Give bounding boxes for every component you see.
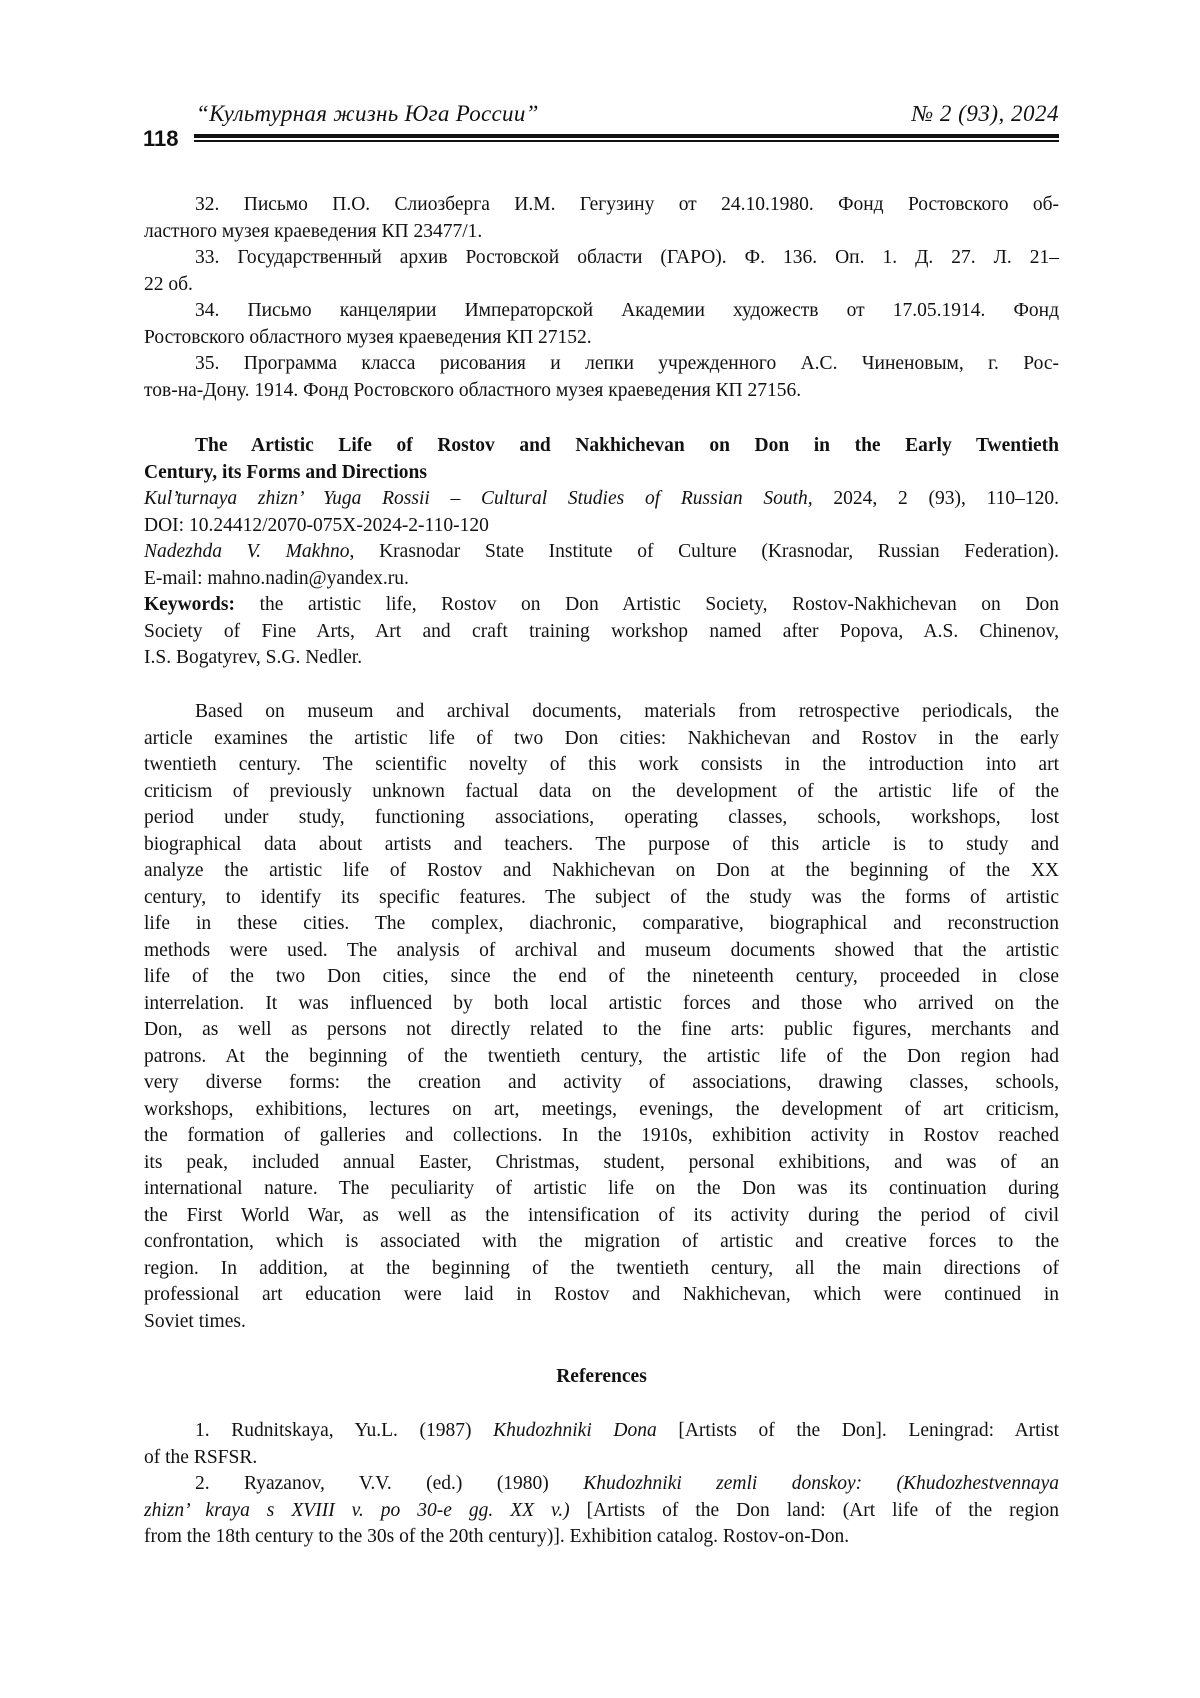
- text-span: Society of Fine Arts, Art and craft training workshop named after Popova, A.S. Chinenov,: [144, 621, 1059, 642]
- abstract-line: very diverse forms: the creation and activity of associations, drawing classes, schools,: [144, 1070, 1059, 1097]
- abstract-line: Based on museum and archival documents, materials from retrospective periodicals, the: [144, 699, 1059, 726]
- text-line: [144, 566, 1059, 593]
- text-span: E-mail: mahno.nadin@yandex.ru.: [144, 568, 409, 589]
- abstract-line: biographical data about artists and teachers. The purpose of this article is to study and: [144, 832, 1059, 859]
- abstract-line: patrons. At the beginning of the twentieth century, the artistic life of the Don region had: [144, 1044, 1059, 1071]
- english-metadata: [144, 433, 1059, 672]
- abstract-line: Soviet times.: [144, 1309, 1059, 1336]
- italic-text: Khudozhniki Dona: [493, 1420, 657, 1441]
- text-line: [144, 619, 1059, 646]
- text-span: the artistic life, Rostov on Don Artistic Society, Rostov-Nakhichevan on Don: [235, 594, 1059, 615]
- source-entry: [144, 192, 1059, 245]
- abstract-line: Don, as well as persons not directly related to the fine arts: public figures, merchants and: [144, 1017, 1059, 1044]
- abstract-line: criticism of previously unknown factual data on the development of the artistic life of the: [144, 779, 1059, 806]
- text-span: [Artists of the Don]. Leningrad: Artist: [657, 1420, 1059, 1441]
- text-span: 34. Письмо канцелярии Императорской Академии художеств от 17.05.1914. Фонд: [195, 300, 1059, 321]
- text-span: тов-на-Дону. 1914. Фонд Ростовского областного музея краеведения КП 27156.: [144, 380, 801, 401]
- text-span: 1. Rudnitskaya, Yu.L. (1987): [195, 1420, 493, 1441]
- text-span: I.S. Bogatyrev, S.G. Nedler.: [144, 647, 362, 668]
- source-entry: [144, 351, 1059, 404]
- abstract-line: the formation of galleries and collections. In the 1910s, exhibition activity in Rostov reached: [144, 1123, 1059, 1150]
- text-line: [144, 513, 1059, 540]
- text-span: [Artists of the Don land: (Art life of the region: [570, 1500, 1059, 1521]
- text-line: [144, 460, 1059, 487]
- abstract-line: life in these cities. The complex, diachronic, comparative, biographical and reconstruction: [144, 911, 1059, 938]
- article-title: [144, 433, 1059, 486]
- text-line: [144, 1445, 1059, 1472]
- author-info: [144, 539, 1059, 592]
- abstract-line: interrelation. It was influenced by both local artistic forces and those who arrived on the: [144, 991, 1059, 1018]
- abstract-line: period under study, functioning associations, operating classes, schools, workshops, lost: [144, 805, 1059, 832]
- text-span: 32. Письмо П.О. Слиозберга И.М. Гегузину от 24.10.1980. Фонд Ростовского об-: [195, 194, 1059, 215]
- abstract-line: professional art education were laid in Rostov and Nakhichevan, which were continued in: [144, 1282, 1059, 1309]
- abstract-line: international nature. The peculiarity of artistic life on the Don was its continuation during: [144, 1176, 1059, 1203]
- text-line: [144, 192, 1059, 219]
- citation: [144, 486, 1059, 539]
- text-line: [144, 245, 1059, 272]
- reference-entry: [144, 1418, 1059, 1471]
- abstract-line: article examines the artistic life of two Don cities: Nakhichevan and Rostov in the early: [144, 726, 1059, 753]
- bold-text: The Artistic Life of Rostov and Nakhichevan on Don in the Early Twentieth: [195, 435, 1059, 456]
- text-line: [144, 539, 1059, 566]
- text-span: 22 об.: [144, 274, 193, 295]
- journal-title: “Культурная жизнь Юга России”: [196, 101, 539, 127]
- text-line: [144, 486, 1059, 513]
- issue-number: № 2 (93), 2024: [911, 101, 1059, 127]
- text-line: [144, 645, 1059, 672]
- source-entry: [144, 245, 1059, 298]
- text-span: 33. Государственный архив Ростовской области (ГАРО). Ф. 136. Оп. 1. Д. 27. Л. 21–: [195, 247, 1059, 268]
- text-span: , Krasnodar State Institute of Culture (Krasnodar, Russian Federation).: [350, 541, 1059, 562]
- italic-text: Nadezhda V. Makhno: [144, 541, 350, 562]
- text-line: [144, 592, 1059, 619]
- text-span: Ростовского областного музея краеведения КП 27152.: [144, 327, 592, 348]
- abstract-line: the First World War, as well as the intensification of its activity during the period of civil: [144, 1203, 1059, 1230]
- text-span: 2. Ryazanov, V.V. (ed.) (1980): [195, 1473, 583, 1494]
- abstract-line: century, to identify its specific features. The subject of the study was the forms of artistic: [144, 885, 1059, 912]
- italic-text: Khudozhniki zemli donskoy: (Khudozhestvennaya: [583, 1473, 1059, 1494]
- text-span: of the RSFSR.: [144, 1447, 257, 1468]
- text-line: [144, 1524, 1059, 1551]
- keywords: [144, 592, 1059, 672]
- abstract-line: twentieth century. The scientific novelty of this work consists in the introduction into art: [144, 752, 1059, 779]
- italic-text: Kul’turnaya zhizn’ Yuga Rossii – Cultural Studies of Russian South,: [144, 488, 813, 509]
- page-number: 118: [143, 126, 179, 152]
- header-rule-thin: [194, 140, 1059, 142]
- source-entry: [144, 298, 1059, 351]
- text-line: [144, 1418, 1059, 1445]
- text-line: [144, 219, 1059, 246]
- abstract-line: methods were used. The analysis of archival and museum documents showed that the artistic: [144, 938, 1059, 965]
- text-line: [144, 1471, 1059, 1498]
- abstract: [144, 699, 1059, 1335]
- text-line: [144, 351, 1059, 378]
- abstract-line: life of the two Don cities, since the end of the nineteenth century, proceeded in close: [144, 964, 1059, 991]
- text-line: [144, 433, 1059, 460]
- references-list: [144, 1418, 1059, 1551]
- text-span: 35. Программа класса рисования и лепки учрежденного А.С. Чиненовым, г. Рос-: [195, 353, 1059, 374]
- abstract-line: its peak, included annual Easter, Christmas, student, personal exhibitions, and was of an: [144, 1150, 1059, 1177]
- abstract-line: analyze the artistic life of Rostov and Nakhichevan on Don at the beginning of the XX: [144, 858, 1059, 885]
- abstract-line: confrontation, which is associated with the migration of artistic and creative forces to the: [144, 1229, 1059, 1256]
- references-heading-block: [144, 1364, 1059, 1391]
- references-heading: References: [144, 1364, 1059, 1391]
- text-line: [144, 378, 1059, 405]
- italic-text: zhizn’ kraya s XVIII v. po 30-e gg. XX v.): [144, 1500, 570, 1521]
- source-list: [144, 192, 1059, 404]
- text-line: [144, 298, 1059, 325]
- abstract-line: region. In addition, at the beginning of the twentieth century, all the main directions of: [144, 1256, 1059, 1283]
- text-span: DOI: 10.24412/2070-075X-2024-2-110-120: [144, 515, 489, 536]
- bold-text: Century, its Forms and Directions: [144, 462, 427, 483]
- text-line: [144, 325, 1059, 352]
- header-rule-thick: [194, 134, 1059, 138]
- text-line: [144, 272, 1059, 299]
- abstract-line: workshops, exhibitions, lectures on art, meetings, evenings, the development of art criticism,: [144, 1097, 1059, 1124]
- text-span: ластного музея краеведения КП 23477/1.: [144, 221, 482, 242]
- text-line: [144, 1498, 1059, 1525]
- text-span: from the 18th century to the 30s of the 20th century)]. Exhibition catalog. Rostov-on-Don.: [144, 1526, 849, 1547]
- reference-entry: [144, 1471, 1059, 1551]
- bold-text: Keywords:: [144, 594, 235, 615]
- text-span: 2024, 2 (93), 110–120.: [813, 488, 1059, 509]
